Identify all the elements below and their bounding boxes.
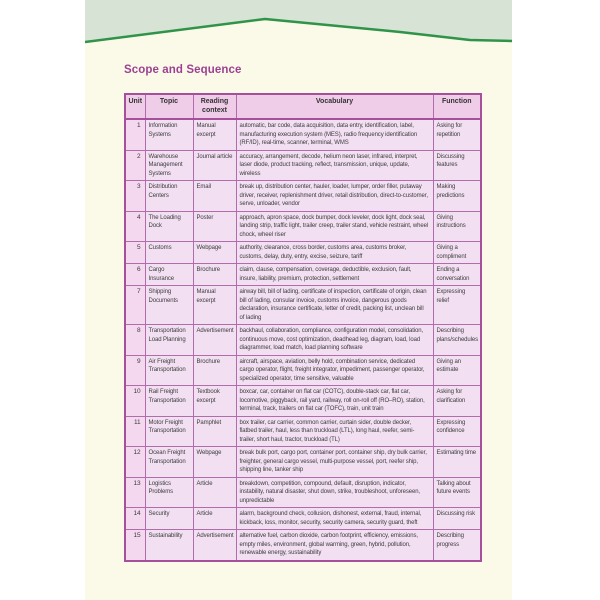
- topic-cell: Sustainability: [145, 530, 193, 561]
- table-row: [125, 150, 481, 181]
- table-row: [125, 416, 481, 447]
- topic-cell: Shipping Documents: [145, 286, 193, 325]
- vocabulary-cell: break up, distribution center, hauler, loader, lumper, order filler, putaway driver, receiver, replenishment driver, retail distribution, direct-to-customer, serve, unloader, vendor: [236, 181, 433, 212]
- unit-cell: 10: [125, 386, 145, 417]
- topic-cell: Transportation Load Planning: [145, 325, 193, 356]
- page-title: Scope and Sequence: [124, 64, 242, 76]
- vocabulary-cell: backhaul, collaboration, compliance, configuration model, consolidation, continuous move, cost optimization, deadhead leg, diagram, load, load diagrammer, load match, load planning software: [236, 325, 433, 356]
- unit-cell: 7: [125, 286, 145, 325]
- table-row: [125, 355, 481, 386]
- function-cell: Describing plans/schedules: [433, 325, 481, 356]
- table-row: [125, 211, 481, 242]
- unit-cell: 8: [125, 325, 145, 356]
- function-cell: Giving an estimate: [433, 355, 481, 386]
- reading-context-cell: Manual excerpt: [193, 286, 236, 325]
- topic-cell: Rail Freight Transportation: [145, 386, 193, 417]
- reading-context-cell: Journal article: [193, 150, 236, 181]
- table-row: [125, 447, 481, 478]
- vocabulary-cell: authority, clearance, cross border, customs area, customs broker, customs, delay, duty, entry, excise, seizure, tariff: [236, 242, 433, 264]
- vocabulary-cell: approach, apron space, dock bumper, dock leveler, dock light, dock seal, landing strip, traffic light, trailer creep, trailer stand, vehicle restraint, wheel chock, wheel riser: [236, 211, 433, 242]
- unit-cell: 12: [125, 447, 145, 478]
- reading-context-cell: Article: [193, 508, 236, 530]
- unit-cell: 11: [125, 416, 145, 447]
- unit-cell: 9: [125, 355, 145, 386]
- function-cell: Discussing risk: [433, 508, 481, 530]
- unit-cell: 1: [125, 119, 145, 150]
- function-cell: Estimating time: [433, 447, 481, 478]
- vocabulary-cell: boxcar, car, container on flat car (COTC), double-stack car, flat car, locomotive, piggyback, rail yard, railway, roll on-roll off (RO–RO), station, terminal, track, trailers on flat car (TOFC), train, unit train: [236, 386, 433, 417]
- reading-context-cell: Brochure: [193, 355, 236, 386]
- reading-context-cell: Advertisement: [193, 325, 236, 356]
- function-cell: Expressing confidence: [433, 416, 481, 447]
- reading-context-cell: Webpage: [193, 242, 236, 264]
- function-cell: Ending a conversation: [433, 264, 481, 286]
- topic-cell: The Loading Dock: [145, 211, 193, 242]
- topic-cell: Logistics Problems: [145, 477, 193, 508]
- topic-cell: Cargo Insurance: [145, 264, 193, 286]
- function-cell: Talking about future events: [433, 477, 481, 508]
- book-page: [85, 0, 512, 600]
- function-cell: Asking for clarification: [433, 386, 481, 417]
- vocabulary-cell: accuracy, arrangement, decode, helium neon laser, infrared, interpret, laser diode, product tracking, reflect, transmission, unique, update, wireless: [236, 150, 433, 181]
- reading-context-cell: Advertisement: [193, 530, 236, 561]
- table-row: [125, 286, 481, 325]
- vocabulary-cell: break bulk port, cargo port, container port, container ship, dry bulk carrier, freighter, general cargo vessel, multi-purpose vessel, port, reefer ship, shipping line, tanker ship: [236, 447, 433, 478]
- table-row: [125, 477, 481, 508]
- function-cell: Asking for repetition: [433, 119, 481, 150]
- vocabulary-cell: breakdown, competition, compound, default, disruption, indicator, instability, natural disaster, shut down, strike, troubleshoot, unforeseen, unpredictable: [236, 477, 433, 508]
- unit-cell: 14: [125, 508, 145, 530]
- topic-cell: Motor Freight Transportation: [145, 416, 193, 447]
- function-cell: Giving instructions: [433, 211, 481, 242]
- vocabulary-cell: alarm, background check, collusion, dishonest, external, fraud, internal, kickback, loss, monitor, security, security camera, security guard, theft: [236, 508, 433, 530]
- table-row: [125, 242, 481, 264]
- table-row: [125, 325, 481, 356]
- unit-cell: 13: [125, 477, 145, 508]
- reading-context-cell: Manual excerpt: [193, 119, 236, 150]
- vocabulary-cell: automatic, bar code, data acquisition, data entry, identification, label, manufacturing execution system (MES), radio frequency identification (RF/ID), real-time, scanner, terminal, WMS: [236, 119, 433, 150]
- reading-context-cell: Webpage: [193, 447, 236, 478]
- reading-context-cell: Pamphlet: [193, 416, 236, 447]
- vocabulary-cell: box trailer, car carrier, common carrier, curtain sider, double decker, flatbed trailer, haul, less than truckload (LTL), long haul, reefer, semi-trailer, short haul, tractor, truckload (TL): [236, 416, 433, 447]
- topic-cell: Security: [145, 508, 193, 530]
- table-body: [125, 119, 481, 561]
- unit-cell: 4: [125, 211, 145, 242]
- vocabulary-cell: airway bill, bill of lading, certificate of inspection, certificate of origin, clean bill of lading, consular invoice, customs invoice, dangerous goods declaration, insurance certificate, letter of credit, packing list, unclean bill of lading: [236, 286, 433, 325]
- topic-cell: Ocean Freight Transportation: [145, 447, 193, 478]
- reading-context-cell: Article: [193, 477, 236, 508]
- unit-cell: 3: [125, 181, 145, 212]
- vocabulary-cell: alternative fuel, carbon dioxide, carbon footprint, efficiency, emissions, empty miles, environment, global warming, green, hybrid, pollution, renewable energy, sustainability: [236, 530, 433, 561]
- unit-cell: 6: [125, 264, 145, 286]
- table-row: [125, 119, 481, 150]
- unit-cell: 5: [125, 242, 145, 264]
- table-row: [125, 181, 481, 212]
- table-row: [125, 530, 481, 561]
- col-header-reading-context: Reading context: [193, 94, 236, 119]
- table-row: [125, 508, 481, 530]
- topic-cell: Distribution Centers: [145, 181, 193, 212]
- table-header-row: [125, 94, 481, 119]
- vocabulary-cell: aircraft, airspace, aviation, belly hold, combination service, dedicated cargo operator, flight, freight integrator, impediment, passenger operator, specialized operator, time sensitive, valuable: [236, 355, 433, 386]
- col-header-topic: Topic: [145, 94, 193, 119]
- reading-context-cell: Poster: [193, 211, 236, 242]
- unit-cell: 2: [125, 150, 145, 181]
- table-row: [125, 386, 481, 417]
- function-cell: Giving a compliment: [433, 242, 481, 264]
- col-header-unit: Unit: [125, 94, 145, 119]
- green-header-decoration: [85, 0, 512, 46]
- reading-context-cell: Email: [193, 181, 236, 212]
- table-row: [125, 264, 481, 286]
- topic-cell: Customs: [145, 242, 193, 264]
- col-header-function: Function: [433, 94, 481, 119]
- col-header-vocabulary: Vocabulary: [236, 94, 433, 119]
- function-cell: Expressing relief: [433, 286, 481, 325]
- function-cell: Discussing features: [433, 150, 481, 181]
- reading-context-cell: Brochure: [193, 264, 236, 286]
- topic-cell: Information Systems: [145, 119, 193, 150]
- topic-cell: Air Freight Transportation: [145, 355, 193, 386]
- unit-cell: 15: [125, 530, 145, 561]
- reading-context-cell: Textbook excerpt: [193, 386, 236, 417]
- scope-and-sequence-table: [124, 93, 482, 562]
- function-cell: Describing progress: [433, 530, 481, 561]
- vocabulary-cell: claim, clause, compensation, coverage, deductible, exclusion, fault, insure, liability, premium, protection, settlement: [236, 264, 433, 286]
- function-cell: Making predictions: [433, 181, 481, 212]
- topic-cell: Warehouse Management Systems: [145, 150, 193, 181]
